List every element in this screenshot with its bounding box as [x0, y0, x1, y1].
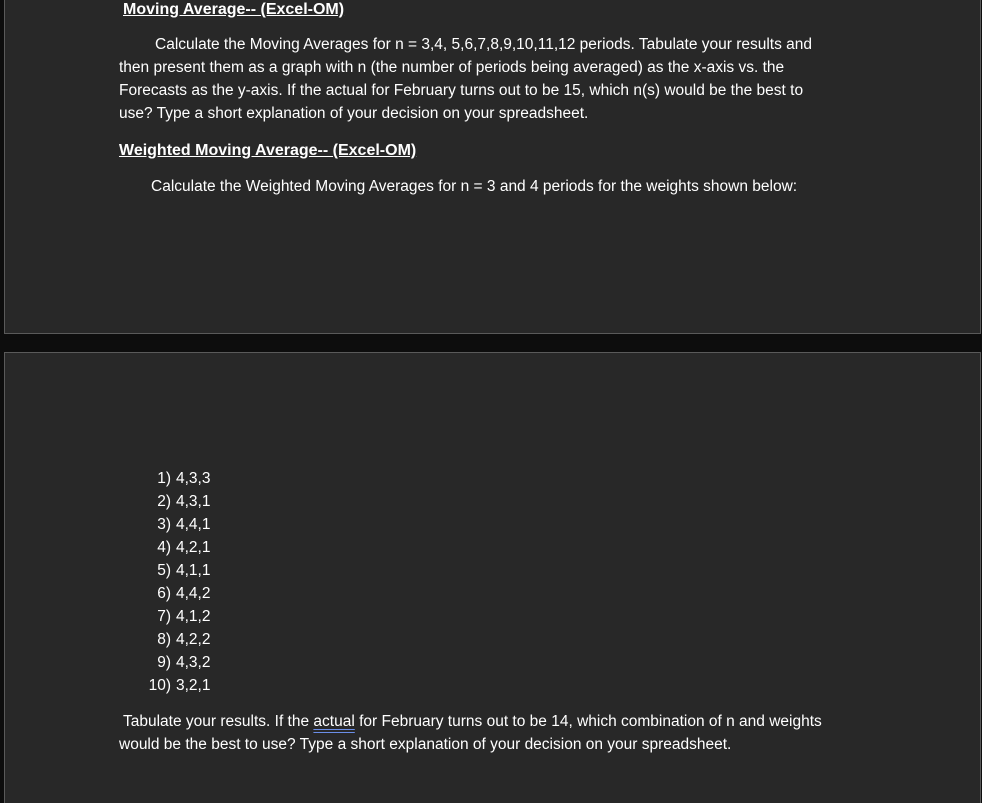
list-item: [143, 513, 210, 536]
instruction-line: Forecasts as the y-axis. If the actual for February turns out to be 15, which n(s) would be the best to: [119, 82, 804, 99]
weight-value: 4,4,2: [176, 585, 211, 602]
weighted-moving-average-heading: Weighted Moving Average-- (Excel-OM): [119, 142, 417, 159]
list-number: 7): [157, 608, 171, 625]
list-number: 6): [157, 585, 171, 602]
list-number: 3): [157, 516, 171, 533]
list-number: 10): [148, 677, 171, 694]
closing-instructions: [119, 710, 822, 756]
list-number: 5): [157, 562, 171, 579]
moving-average-instructions: [119, 33, 812, 125]
weight-value: 4,4,1: [176, 516, 211, 533]
weight-value: 3,2,1: [176, 677, 211, 694]
list-item: [143, 582, 210, 605]
instruction-line: then present them as a graph with n (the number of periods being averaged) as the x-axis vs. the: [119, 59, 785, 76]
weight-value: 4,3,1: [176, 493, 211, 510]
weight-value: 4,1,2: [176, 608, 211, 625]
list-item: [143, 559, 210, 582]
list-item: [143, 605, 210, 628]
weights-list: [143, 467, 210, 697]
list-item: [143, 674, 210, 697]
weighted-moving-average-instructions: Calculate the Weighted Moving Averages for n = 3 and 4 periods for the weights shown below:: [151, 178, 798, 195]
list-item: [143, 467, 210, 490]
list-number: 1): [157, 470, 171, 487]
closing-text: for February turns out to be 14, which combination of n and weights: [354, 713, 822, 730]
list-number: 9): [157, 654, 171, 671]
list-item: [143, 490, 210, 513]
list-item: [143, 651, 210, 674]
weight-value: 4,2,2: [176, 631, 211, 648]
weight-value: 4,2,1: [176, 539, 211, 556]
grammar-flagged-word[interactable]: actual: [313, 713, 355, 730]
instruction-line: use? Type a short explanation of your decision on your spreadsheet.: [119, 105, 589, 122]
list-item: [143, 628, 210, 651]
list-number: 8): [157, 631, 171, 648]
moving-average-heading: Moving Average-- (Excel-OM): [123, 1, 345, 18]
closing-text: Tabulate your results. If the: [123, 713, 314, 730]
list-number: 4): [157, 539, 171, 556]
list-item: [143, 536, 210, 559]
instruction-line: Calculate the Moving Averages for n = 3,4, 5,6,7,8,9,10,11,12 periods. Tabulate your results and: [155, 36, 813, 53]
weight-value: 4,3,2: [176, 654, 211, 671]
list-number: 2): [157, 493, 171, 510]
weight-value: 4,1,1: [176, 562, 211, 579]
closing-line-2: would be the best to use? Type a short explanation of your decision on your spreadsheet.: [119, 736, 732, 753]
closing-line-1: [119, 710, 822, 733]
weight-value: 4,3,3: [176, 470, 211, 487]
